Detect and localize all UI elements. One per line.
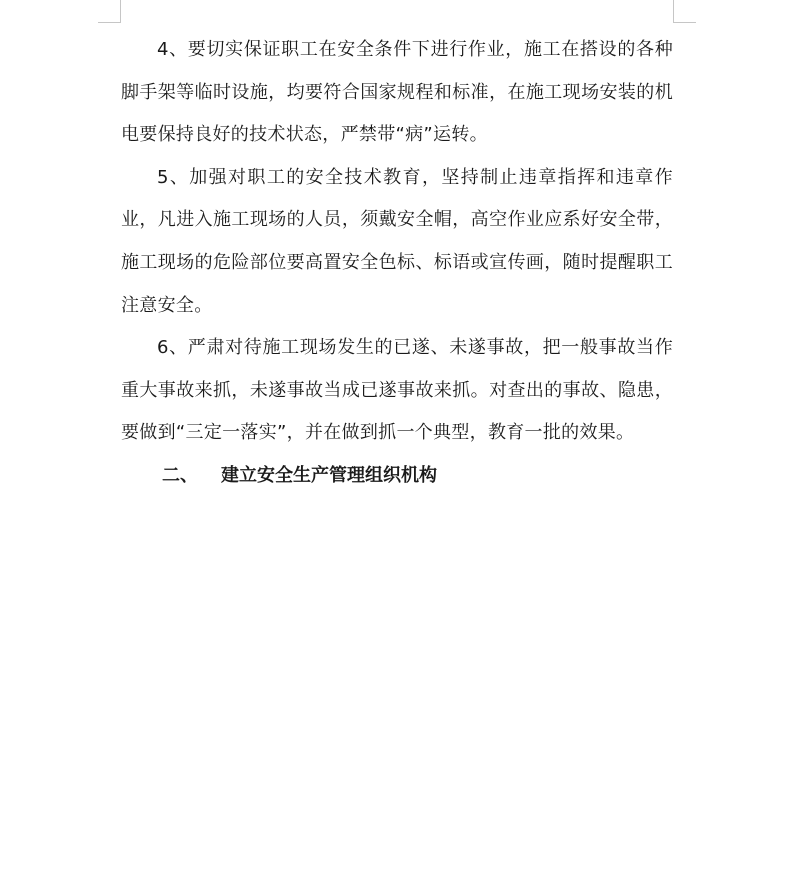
section-heading[interactable] <box>121 455 673 498</box>
paragraph-item-4[interactable]: 4、要切实保证职工在安全条件下进行作业，施工在搭设的各种脚手架等临时设施，均要符合国家规程和标准，在施工现场安装的机电要保持良好的技术状态，严禁带“病”运转。 <box>121 39 673 146</box>
section-heading-title: 建立安全生产管理组织机构 <box>221 464 437 486</box>
page-corner-mark-left <box>98 0 121 23</box>
document-body[interactable] <box>121 29 673 498</box>
section-heading-number: 二、 <box>162 464 198 486</box>
page-corner-mark-right <box>673 0 696 23</box>
paragraph-item-6[interactable]: 6、严肃对待施工现场发生的已遂、未遂事故，把一般事故当作重大事故来抓，未遂事故当成已遂事故来抓。对查出的事故、隐患，要做到“三定一落实”，并在做到抓一个典型，教育一批的效果。 <box>121 337 673 444</box>
paragraph-item-5[interactable]: 5、加强对职工的安全技术教育，坚持制止违章指挥和违章作业，凡进入施工现场的人员，须戴安全帽，高空作业应系好安全带，施工现场的危险部位要高置安全色标、标语或宣传画，随时提醒职工注意安全。 <box>121 166 673 316</box>
